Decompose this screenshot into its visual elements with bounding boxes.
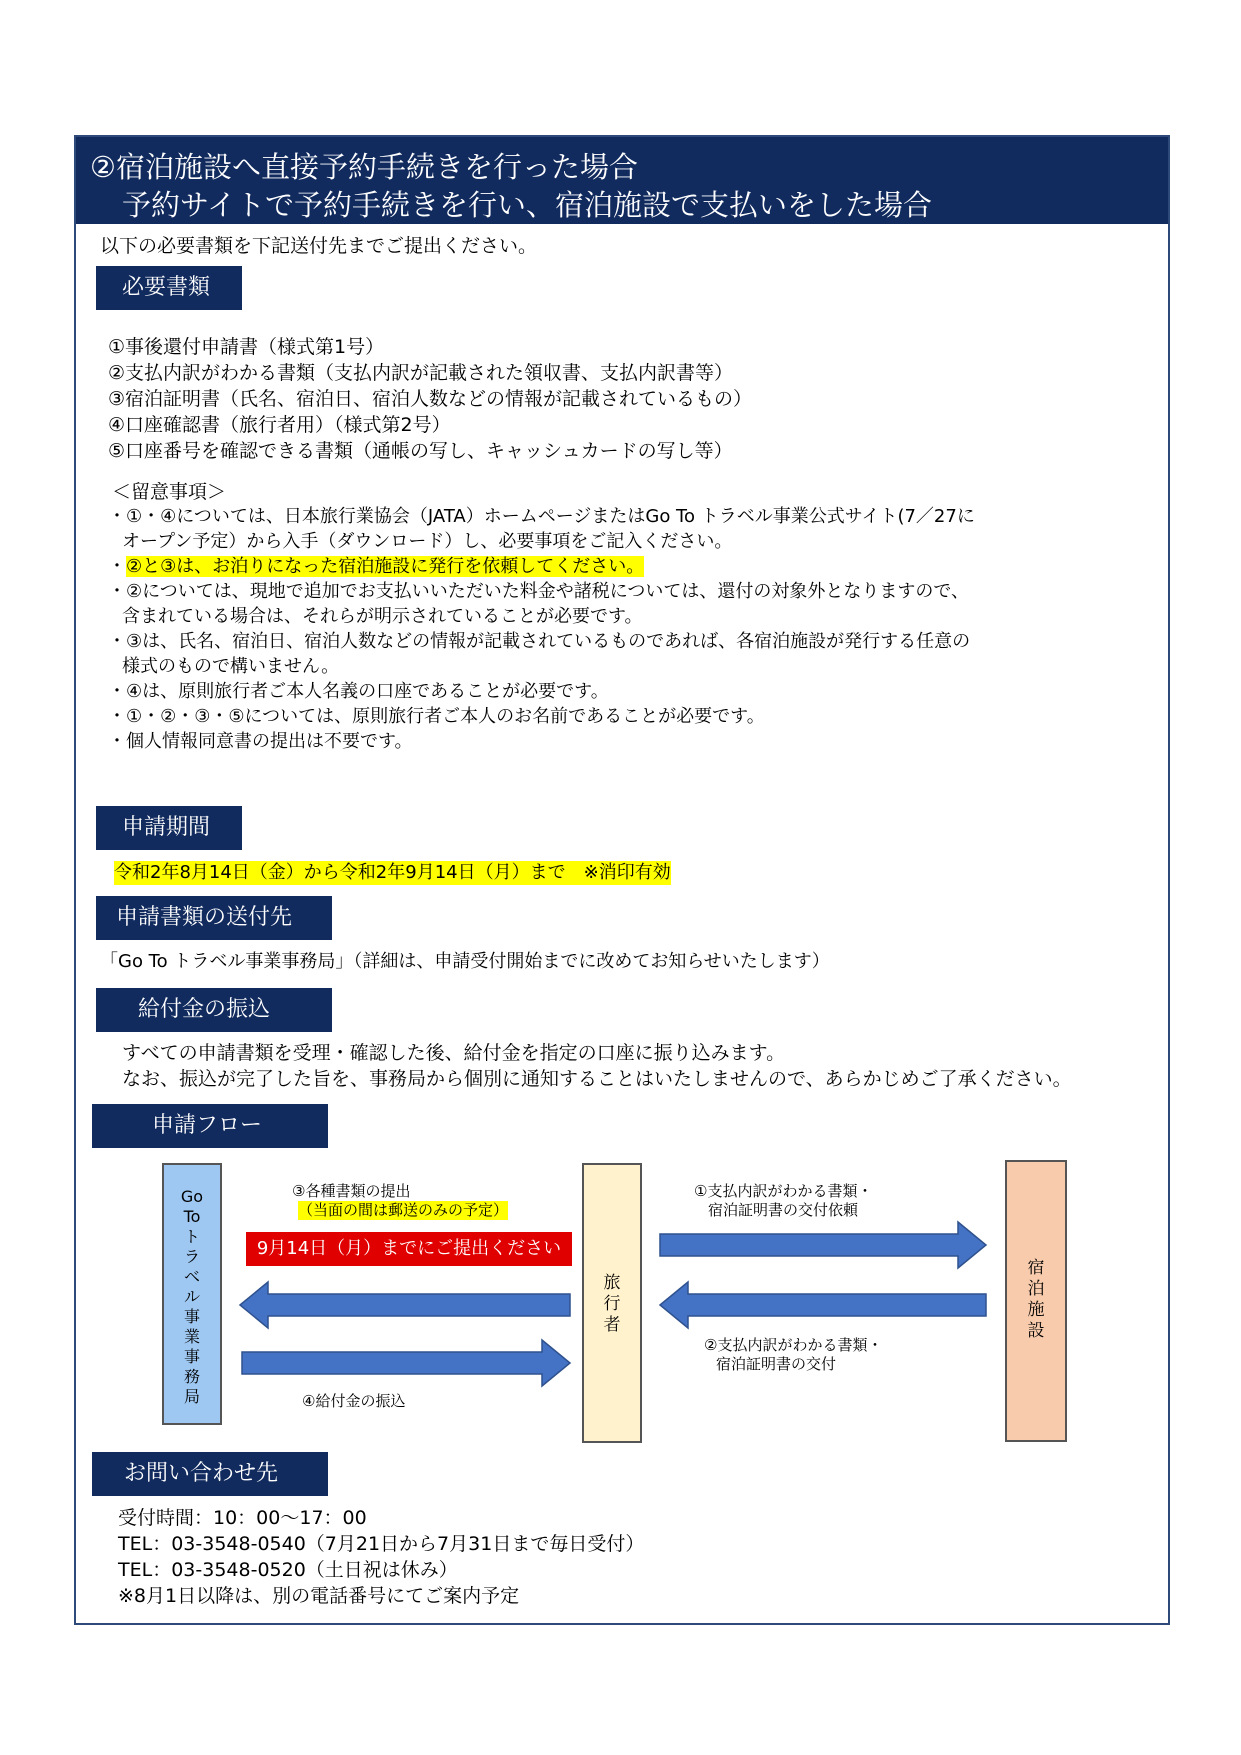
application-period-text: 令和2年8月14日（金）から令和2年9月14日（月）まで ※消印有効	[114, 862, 671, 883]
note-line: 含まれている場合は、それらが明示されていることが必要です。	[122, 606, 643, 627]
note-line: ・個人情報同意書の提出は不要です。	[108, 731, 413, 752]
arrow-left-to-traveler-icon	[660, 1282, 986, 1328]
flow-step2-label-line2: 宿泊証明書の交付	[716, 1355, 837, 1373]
page-header	[76, 137, 1168, 224]
flow-step1-label-line2: 宿泊証明書の交付依頼	[708, 1201, 859, 1219]
section-application-flow: 申請フロー	[92, 1104, 328, 1148]
section-benefit-transfer: 給付金の振込	[96, 988, 332, 1032]
required-doc-item: ②支払内訳がわかる書類（支払内訳が記載された領収書、支払内訳書等）	[108, 362, 734, 384]
flow-step3-note: （当面の間は郵送のみの予定）	[298, 1201, 509, 1219]
section-required-docs: 必要書類	[96, 266, 242, 310]
flow-step4-label: ④給付金の振込	[302, 1392, 406, 1410]
destination-text: 「Go To トラベル事業事務局」（詳細は、申請受付開始までに改めてお知らせいたします）	[100, 951, 830, 972]
flow-step1-label-line1: ①支払内訳がわかる書類・	[694, 1182, 873, 1200]
required-doc-item: ④口座確認書（旅行者用）（様式第2号）	[108, 414, 451, 436]
contact-line: ※8月1日以降は、別の電話番号にてご案内予定	[118, 1585, 520, 1607]
note-line: ・②については、現地で追加でお支払いいただいた料金や諸税については、還付の対象外となりますので、	[108, 581, 970, 602]
flow-office-label: Go To ト ラ ベ ル 事 業 事 務 局	[180, 1187, 204, 1406]
arrow-right-to-traveler-icon	[242, 1340, 570, 1386]
required-doc-item: ③宿泊証明書（氏名、宿泊日、宿泊人数などの情報が記載されているもの）	[108, 388, 753, 410]
note-line: ・①・②・③・⑤については、原則旅行者ご本人のお名前であることが必要です。	[108, 706, 765, 727]
transfer-text-line2: なお、振込が完了した旨を、事務局から個別に通知することはいたしませんので、あらかじめご了承ください。	[122, 1068, 1072, 1090]
note-line: 様式のもので構いません。	[122, 656, 340, 677]
section-application-period: 申請期間	[96, 806, 242, 850]
note-line: オープン予定）から入手（ダウンロード）し、必要事項をご記入ください。	[122, 531, 733, 552]
flow-box-traveler	[582, 1163, 642, 1443]
flow-box-facility	[1005, 1160, 1067, 1442]
transfer-text-line1: すべての申請書類を受理・確認した後、給付金を指定の口座に振り込みます。	[122, 1042, 786, 1064]
required-doc-item: ①事後還付申請書（様式第1号）	[108, 336, 385, 358]
contact-line: TEL：03-3548-0520（土日祝は休み）	[118, 1559, 458, 1581]
section-destination: 申請書類の送付先	[96, 896, 332, 940]
header-title-line1: ②宿泊施設へ直接予約手続きを行った場合	[90, 150, 638, 184]
required-doc-item: ⑤口座番号を確認できる書類（通帳の写し、キャッシュカードの写し等）	[108, 440, 733, 462]
contact-line: 受付時間：10：00～17：00	[118, 1507, 367, 1529]
flow-box-office	[162, 1163, 222, 1425]
note-line-highlight: ・②と③は、お泊りになった宿泊施設に発行を依頼してください。	[108, 556, 645, 577]
flow-step2-label-line1: ②支払内訳がわかる書類・	[704, 1336, 883, 1354]
flow-deadline-banner: 9月14日（月）までにご提出ください	[246, 1232, 572, 1266]
note-line: ・③は、氏名、宿泊日、宿泊人数などの情報が記載されているものであれば、各宿泊施設が発行する任意の	[108, 631, 971, 652]
arrow-right-to-facility-icon	[660, 1222, 986, 1268]
note-line: ・①・④については、日本旅行業協会（JATA）ホームページまたはGo To トラベル事業公式サイト(7／27に	[108, 506, 975, 527]
intro-text: 以下の必要書類を下記送付先までご提出ください。	[100, 235, 538, 257]
notes-heading: ＜留意事項＞	[112, 481, 227, 503]
contact-line: TEL：03-3548-0540（7月21日から7月31日まで毎日受付）	[118, 1533, 645, 1555]
arrow-left-to-office-icon	[240, 1282, 570, 1328]
flow-traveler-label: 旅 行 者	[603, 1273, 621, 1335]
section-contact: お問い合わせ先	[92, 1452, 328, 1496]
note-highlight-text: ②と③は、お泊りになった宿泊施設に発行を依頼してください。	[126, 556, 645, 577]
flow-step3-label: ③各種書類の提出	[292, 1182, 411, 1200]
flow-facility-label: 宿 泊 施 設	[1027, 1258, 1045, 1341]
header-title-line2: 予約サイトで予約手続きを行い、宿泊施設で支払いをした場合	[122, 188, 932, 222]
note-line: ・④は、原則旅行者ご本人名義の口座であることが必要です。	[108, 681, 609, 702]
